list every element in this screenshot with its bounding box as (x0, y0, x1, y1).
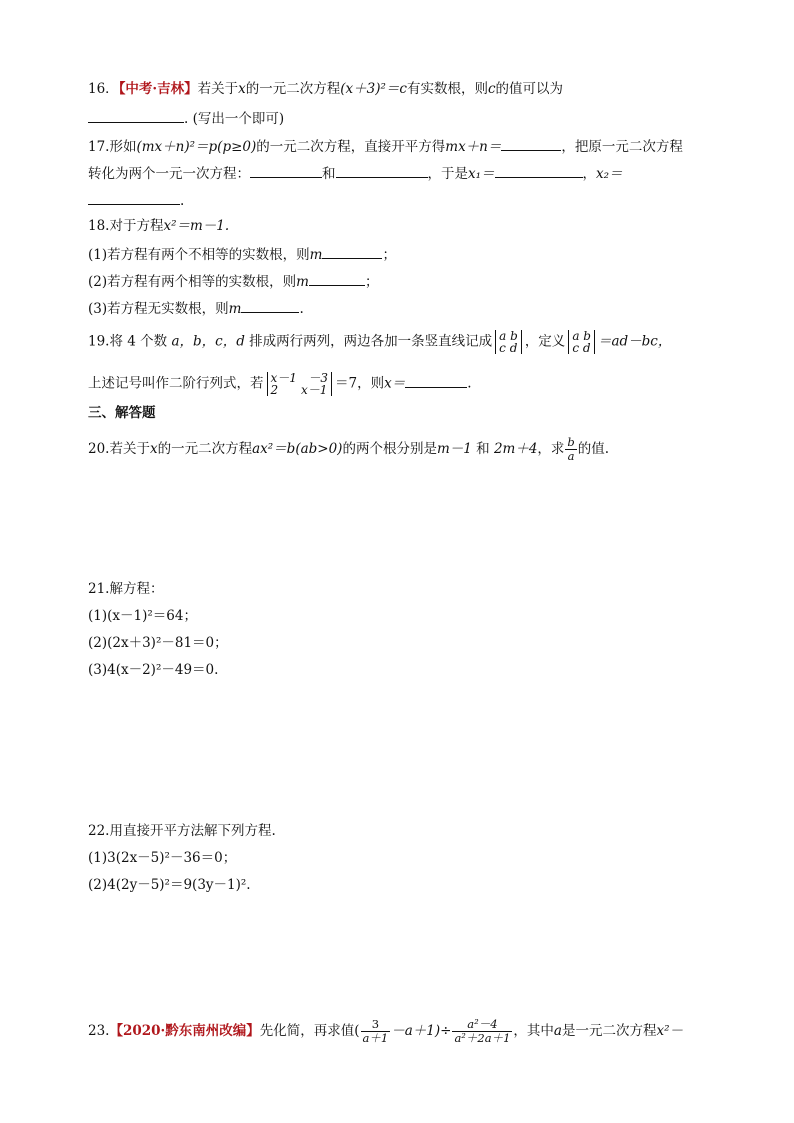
q22-part1: (1)3(2x－5)²－36＝0； (88, 850, 237, 866)
q17-blank-1[interactable] (501, 136, 561, 151)
q16-source-tag: 【中考·吉林】 (118, 81, 198, 97)
q17-line1: 17.形如(mx＋n)²＝p(p≥0)的一元二次方程，直接开平方得mx＋n＝ ，把原一元二次方程 (88, 136, 683, 156)
q17-blank-x1[interactable] (495, 163, 583, 178)
q18-blank-2[interactable] (309, 271, 365, 286)
q21-part3: (3)4(x－2)²－49＝0. (88, 662, 219, 678)
q18-part1: (1)若方程有两个不相等的实数根，则m ； (88, 244, 396, 264)
q20-fraction: $\frac{b}{a}$ (567, 435, 575, 463)
q16-answer-blank[interactable] (88, 108, 184, 123)
q18-blank-1[interactable] (322, 244, 382, 259)
q19-matrix-1: a b c d (495, 330, 522, 354)
q17-blank-3[interactable] (336, 163, 428, 178)
q23-source-tag: 【2020·黔东南州改编】 (109, 1023, 260, 1039)
q21-part2: (2)(2x＋3)²－81＝0； (88, 635, 228, 651)
q21-part1: (1)(x－1)²＝64； (88, 608, 197, 624)
q19-answer-blank[interactable] (405, 373, 467, 388)
q22-head: 22.用直接开平方法解下列方程. (88, 823, 276, 839)
q18-head: 18.对于方程x²＝m－1. (88, 218, 230, 234)
q16-equation: (x＋3)²＝c (340, 81, 407, 97)
q19-matrix-2: a b c d (568, 330, 595, 354)
q17-line3: . (88, 190, 184, 210)
q18-blank-3[interactable] (241, 298, 299, 313)
q16-line1: 16．【中考·吉林】若关于x的一元二次方程(x＋3)²＝c有实数根，则c的值可以为 (88, 81, 564, 97)
q23-fraction-1: $\frac{3}{a+1}$ (362, 1017, 389, 1045)
q23-fraction-2: $\frac{\text{a²－4}}{\text{a²＋2a＋1}}$ (454, 1017, 511, 1045)
q18-part2: (2)若方程有两个相等的实数根，则m ； (88, 271, 378, 291)
q16-line2: . (写出一个即可) (88, 108, 284, 128)
section-heading: 三、解答题 (88, 405, 156, 421)
q17-blank-x2[interactable] (88, 190, 180, 205)
q16-number: 16． (88, 81, 119, 97)
q20-line: 20.若关于x的一元二次方程ax²＝b(ab>0)的两个根分别是m－1 和 2m＋4，求 $\frac{b}{a}$ 的值. (88, 435, 610, 463)
q17-blank-2[interactable] (250, 163, 322, 178)
q19-matrix-3: x－1 －3 2 x－1 (267, 372, 332, 396)
q21-head: 21.解方程： (88, 581, 164, 597)
q23-line: 23.【2020·黔东南州改编】先化简，再求值( $\frac{3}{a+1}$ －a＋1)÷ $\frac{\text{a²－4}}{\text{a²＋2a＋1}}$ ，其中a是一元二次方程x²－ (88, 1017, 684, 1045)
q22-part2: (2)4(2y－5)²＝9(3y－1)². (88, 877, 251, 893)
q19-line2: 上述记号叫作二阶行列式，若 x－1 －3 2 x－1 ＝7，则x＝ . (88, 371, 472, 397)
q17-line2: 转化为两个一元一次方程： 和 ，于是x₁＝ ，x₂＝ (88, 163, 623, 183)
q18-part3: (3)若方程无实数根，则m . (88, 298, 304, 318)
q19-line1: 19.将 4 个数 a，b，c，d 排成两行两列，两边各加一条竖直线记成 a b c d ，定义 a b c d ＝ad－bc， (88, 329, 672, 355)
